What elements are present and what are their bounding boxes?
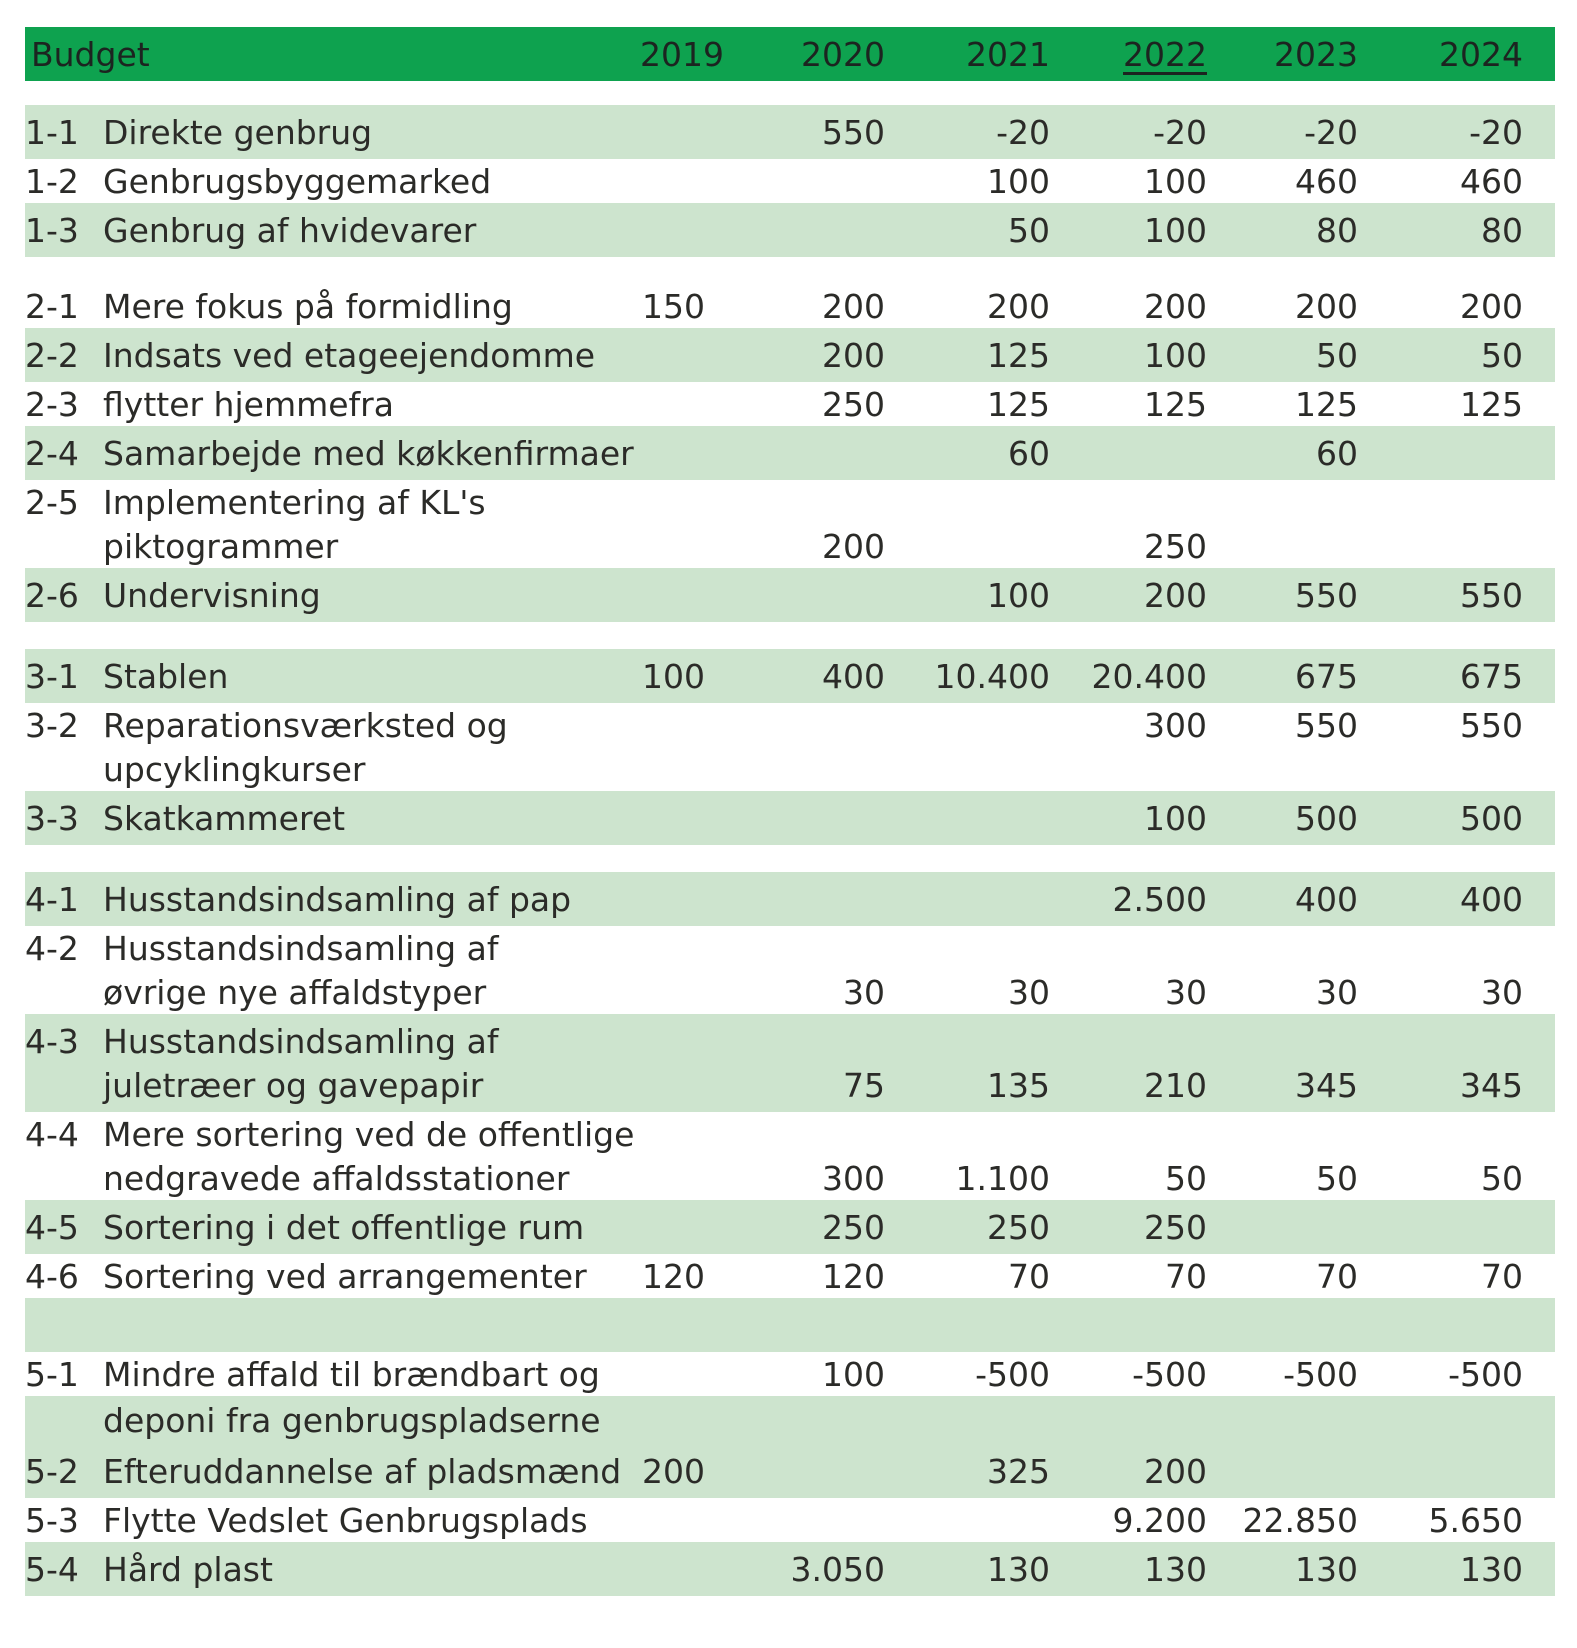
cell-value-2021: 60	[1008, 433, 1050, 473]
row-label-text: Mere fokus på formidling	[103, 286, 513, 326]
row-id: 2-6	[25, 575, 79, 615]
row-label-text: Mere sortering ved de offentlige	[103, 1114, 635, 1154]
row-label	[25, 1159, 640, 1198]
cell-value-2023: 200	[1295, 286, 1358, 326]
row-line	[25, 1205, 1555, 1249]
cell-value-2019: 200	[642, 1451, 705, 1491]
cell-value-2022: 100	[1144, 161, 1207, 201]
spacer-row	[25, 1298, 1555, 1352]
row-line	[25, 654, 1555, 698]
table-row-2-1	[25, 284, 1555, 328]
cell-value-2021: 1.100	[955, 1158, 1050, 1198]
cell-value-2022: 200	[1144, 1451, 1207, 1491]
row-label-text: Stablen	[103, 656, 229, 696]
cell-value-2022: 9.200	[1112, 1500, 1207, 1540]
table-row-2-3	[25, 382, 1555, 426]
row-label	[25, 657, 640, 696]
cell-value-2020: 200	[822, 526, 885, 566]
table-row-1-3	[25, 203, 1555, 257]
cell-value-2023: 50	[1316, 1158, 1358, 1198]
row-id: 4-1	[25, 879, 79, 919]
cell-value-2023: 550	[1295, 705, 1358, 745]
cell-value-2020: 100	[822, 1354, 885, 1394]
row-label-text: Flytte Vedslet Genbrugsplads	[103, 1500, 588, 1540]
row-id: 1-3	[25, 210, 79, 250]
cell-value-2022: 210	[1144, 1065, 1207, 1105]
row-id: 1-2	[25, 161, 79, 201]
cell-value-2024: 550	[1460, 575, 1523, 615]
cell-value-2022: 130	[1144, 1549, 1207, 1589]
table-row-2-6	[25, 568, 1555, 622]
row-id: 3-3	[25, 798, 79, 838]
row-label	[25, 880, 640, 919]
row-label-text: Mindre affald til brændbart og	[103, 1354, 600, 1394]
cell-value-2021: 10.400	[934, 656, 1050, 696]
column-header-2019: 2019	[640, 34, 724, 74]
cell-value-2023: 345	[1295, 1065, 1358, 1105]
row-label-text: flytter hjemmefra	[103, 384, 394, 424]
cell-value-2021: 70	[1008, 1256, 1050, 1296]
row-label	[25, 1066, 640, 1105]
row-line	[25, 1063, 1555, 1107]
table-row-2-2	[25, 328, 1555, 382]
cell-value-2024: 675	[1460, 656, 1523, 696]
budget-table	[25, 27, 1555, 1596]
cell-value-2024: 70	[1481, 1256, 1523, 1296]
cell-value-2023: 80	[1316, 210, 1358, 250]
cell-value-2024: 80	[1481, 210, 1523, 250]
row-label	[25, 799, 640, 838]
cell-value-2021: 200	[987, 286, 1050, 326]
row-id: 1-1	[25, 112, 79, 152]
cell-value-2024: 125	[1460, 384, 1523, 424]
table-row-2-5	[25, 480, 1555, 568]
row-label	[25, 1208, 640, 1247]
row-label-text: nedgravede affaldsstationer	[103, 1158, 570, 1198]
table-header-row	[25, 27, 1555, 81]
cell-value-2023: 70	[1316, 1256, 1358, 1296]
cell-value-2019: 120	[642, 1256, 705, 1296]
cell-value-2020: 200	[822, 286, 885, 326]
cell-value-2019: 100	[642, 656, 705, 696]
cell-value-2021: -500	[975, 1354, 1050, 1394]
section-4	[25, 872, 1555, 1352]
cell-value-2021: 100	[987, 575, 1050, 615]
cell-value-2020: 250	[822, 1207, 885, 1247]
row-label	[25, 434, 640, 473]
cell-value-2024: -20	[1469, 112, 1523, 152]
row-label-text: Hård plast	[103, 1549, 273, 1589]
row-line	[25, 382, 1555, 426]
row-label	[25, 1401, 640, 1440]
cell-value-2022: 50	[1165, 1158, 1207, 1198]
row-line	[25, 877, 1555, 921]
row-label-text: Samarbejde med køkkenfirmaer	[103, 433, 634, 473]
row-label-text: Efteruddannelse af pladsmænd	[103, 1451, 622, 1491]
cell-value-2022: 30	[1165, 972, 1207, 1012]
cell-value-2021: 135	[987, 1065, 1050, 1105]
row-label	[25, 1501, 640, 1540]
row-id: 4-5	[25, 1207, 79, 1247]
cell-value-2021: 125	[987, 384, 1050, 424]
cell-value-2022: 20.400	[1091, 656, 1207, 696]
table-row-5-2	[25, 1444, 1555, 1498]
cell-value-2021: 130	[987, 1549, 1050, 1589]
cell-value-2021: 325	[987, 1451, 1050, 1491]
cell-value-2022: 125	[1144, 384, 1207, 424]
row-label	[25, 576, 640, 615]
row-line	[25, 333, 1555, 377]
cell-value-2021: 30	[1008, 972, 1050, 1012]
cell-value-2024: 200	[1460, 286, 1523, 326]
row-label-text: Undervisning	[103, 575, 321, 615]
row-label-text: Indsats ved etageejendomme	[103, 335, 596, 375]
row-label	[25, 929, 640, 968]
cell-value-2022: -500	[1132, 1354, 1207, 1394]
row-line	[25, 1019, 1555, 1063]
row-label	[25, 527, 640, 566]
row-line	[25, 1547, 1555, 1591]
cell-value-2024: 50	[1481, 1158, 1523, 1198]
table-row-4-1	[25, 872, 1555, 926]
cell-value-2022: 70	[1165, 1256, 1207, 1296]
cell-value-2022: 200	[1144, 286, 1207, 326]
row-label	[25, 1452, 640, 1491]
row-label	[25, 1257, 640, 1296]
table-title: Budget	[31, 34, 150, 74]
cell-value-2023: 500	[1295, 798, 1358, 838]
row-line	[25, 703, 1555, 747]
table-row-4-6	[25, 1254, 1555, 1298]
cell-value-2023: 460	[1295, 161, 1358, 201]
section-3	[25, 649, 1555, 845]
cell-value-2019: 150	[642, 286, 705, 326]
row-label-text: juletræer og gavepapir	[103, 1065, 484, 1105]
row-label-text: Husstandsindsamling af pap	[103, 879, 572, 919]
row-line	[25, 110, 1555, 154]
cell-value-2021: 125	[987, 335, 1050, 375]
row-label	[25, 1355, 640, 1394]
table-row-3-2	[25, 703, 1555, 791]
cell-value-2021: 250	[987, 1207, 1050, 1247]
row-line	[25, 1112, 1555, 1156]
table-row-4-2	[25, 926, 1555, 1014]
row-label-text: øvrige nye affaldstyper	[103, 972, 487, 1012]
cell-value-2023: -20	[1304, 112, 1358, 152]
cell-value-2023: 400	[1295, 879, 1358, 919]
row-id: 4-4	[25, 1114, 79, 1154]
column-header-2023: 2023	[1274, 34, 1358, 74]
row-line	[25, 1396, 1555, 1444]
row-label-text: Husstandsindsamling af	[103, 928, 499, 968]
row-label-text: Sortering i det offentlige rum	[103, 1207, 585, 1247]
cell-value-2020: 30	[843, 972, 885, 1012]
cell-value-2023: 130	[1295, 1549, 1358, 1589]
cell-value-2020: 120	[822, 1256, 885, 1296]
row-id: 4-6	[25, 1256, 79, 1296]
row-label-text: Genbrug af hvidevarer	[103, 210, 477, 250]
row-line	[25, 480, 1555, 524]
row-line	[25, 1254, 1555, 1298]
row-line	[25, 573, 1555, 617]
row-label	[25, 1022, 640, 1061]
cell-value-2023: 50	[1316, 335, 1358, 375]
cell-value-2022: 300	[1144, 705, 1207, 745]
cell-value-2020: 300	[822, 1158, 885, 1198]
column-header-2020: 2020	[801, 34, 885, 74]
row-line	[25, 524, 1555, 568]
cell-value-2024: 5.650	[1428, 1500, 1523, 1540]
row-label	[25, 706, 640, 745]
row-label-text: Reparationsværksted og	[103, 705, 508, 745]
table-row-5-1	[25, 1352, 1555, 1444]
row-label-text: Skatkammeret	[103, 798, 346, 838]
cell-value-2021: 50	[1008, 210, 1050, 250]
cell-value-2020: 75	[843, 1065, 885, 1105]
table-row-1-2	[25, 159, 1555, 203]
section-2	[25, 284, 1555, 622]
table-row-2-4	[25, 426, 1555, 480]
row-label	[25, 162, 640, 201]
table-row-4-5	[25, 1200, 1555, 1254]
row-label	[25, 287, 640, 326]
row-label	[25, 1550, 640, 1589]
row-id: 5-3	[25, 1500, 79, 1540]
row-line	[25, 747, 1555, 791]
table-row-5-3	[25, 1498, 1555, 1542]
cell-value-2023: 30	[1316, 972, 1358, 1012]
column-header-2021: 2021	[966, 34, 1050, 74]
row-label-text: Sortering ved arrangementer	[103, 1256, 587, 1296]
cell-value-2022: 2.500	[1112, 879, 1207, 919]
table-row-4-3	[25, 1014, 1555, 1112]
cell-value-2022: 200	[1144, 575, 1207, 615]
table-row-1-1	[25, 105, 1555, 159]
table-row-3-3	[25, 791, 1555, 845]
cell-value-2022: 250	[1144, 1207, 1207, 1247]
cell-value-2022: 100	[1144, 335, 1207, 375]
row-id: 5-1	[25, 1354, 79, 1394]
row-label	[25, 385, 640, 424]
row-id: 5-4	[25, 1549, 79, 1589]
cell-value-2020: 3.050	[790, 1549, 885, 1589]
row-id: 2-5	[25, 482, 79, 522]
row-line	[25, 796, 1555, 840]
table-row-3-1	[25, 649, 1555, 703]
cell-value-2024: 345	[1460, 1065, 1523, 1105]
cell-value-2023: -500	[1283, 1354, 1358, 1394]
row-line	[25, 1498, 1555, 1542]
cell-value-2023: 60	[1316, 433, 1358, 473]
cell-value-2022: 100	[1144, 210, 1207, 250]
row-id: 2-4	[25, 433, 79, 473]
row-label	[25, 211, 640, 250]
cell-value-2024: 550	[1460, 705, 1523, 745]
row-label	[25, 483, 640, 522]
section-5	[25, 1352, 1555, 1596]
row-label	[25, 1115, 640, 1154]
row-label	[25, 336, 640, 375]
row-id: 2-1	[25, 286, 79, 326]
row-line	[25, 970, 1555, 1014]
cell-value-2023: 125	[1295, 384, 1358, 424]
cell-value-2024: -500	[1448, 1354, 1523, 1394]
page	[0, 27, 1577, 1648]
cell-value-2020: 200	[822, 335, 885, 375]
cell-value-2022: 250	[1144, 526, 1207, 566]
table-row-5-4	[25, 1542, 1555, 1596]
row-id: 2-2	[25, 335, 79, 375]
cell-value-2024: 400	[1460, 879, 1523, 919]
row-label	[25, 1306, 640, 1345]
cell-value-2021: -20	[996, 112, 1050, 152]
row-id: 3-2	[25, 705, 79, 745]
row-line	[25, 1449, 1555, 1493]
row-id: 2-3	[25, 384, 79, 424]
row-label	[25, 973, 640, 1012]
row-line	[25, 208, 1555, 252]
budget-table-body	[25, 105, 1555, 1596]
cell-value-2022: -20	[1153, 112, 1207, 152]
row-id: 3-1	[25, 656, 79, 696]
column-header-2024: 2024	[1439, 34, 1523, 74]
cell-value-2020: 250	[822, 384, 885, 424]
row-line	[25, 284, 1555, 328]
row-label-text: Direkte genbrug	[103, 112, 373, 152]
row-line	[25, 1352, 1555, 1396]
row-line	[25, 1303, 1555, 1347]
row-label-text: upcyklingkurser	[103, 749, 366, 789]
table-row-4-4	[25, 1112, 1555, 1200]
row-label-text: Husstandsindsamling af	[103, 1021, 499, 1061]
row-label-text: Genbrugsbyggemarked	[103, 161, 492, 201]
row-id: 4-2	[25, 928, 79, 968]
row-line	[25, 1156, 1555, 1200]
row-label	[25, 750, 640, 789]
cell-value-2024: 130	[1460, 1549, 1523, 1589]
cell-value-2024: 500	[1460, 798, 1523, 838]
row-line	[25, 431, 1555, 475]
cell-value-2020: 550	[822, 112, 885, 152]
column-header-2022: 2022	[1123, 34, 1207, 74]
row-label	[25, 113, 640, 152]
row-label-text: deponi fra genbrugspladserne	[103, 1400, 601, 1440]
cell-value-2023: 22.850	[1242, 1500, 1358, 1540]
row-line	[25, 926, 1555, 970]
section-1	[25, 105, 1555, 257]
row-line	[25, 159, 1555, 203]
cell-value-2023: 675	[1295, 656, 1358, 696]
cell-value-2022: 100	[1144, 798, 1207, 838]
cell-value-2024: 30	[1481, 972, 1523, 1012]
cell-value-2023: 550	[1295, 575, 1358, 615]
cell-value-2024: 50	[1481, 335, 1523, 375]
row-label-text: piktogrammer	[103, 526, 339, 566]
row-label-text: Implementering af KL's	[103, 482, 486, 522]
cell-value-2024: 460	[1460, 161, 1523, 201]
row-id: 5-2	[25, 1451, 79, 1491]
cell-value-2020: 400	[822, 656, 885, 696]
cell-value-2021: 100	[987, 161, 1050, 201]
row-id: 4-3	[25, 1021, 79, 1061]
